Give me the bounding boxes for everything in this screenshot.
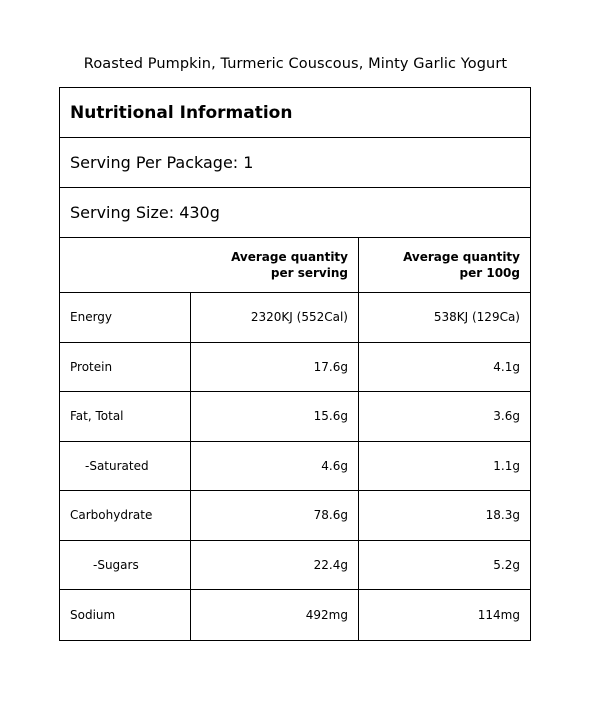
header-per-serving-line1: Average quantity — [231, 250, 348, 264]
header-per-100g-line1: Average quantity — [403, 250, 520, 264]
per-serving-value: 2320KJ (552Cal) — [191, 293, 359, 342]
nutrient-name: -Sugars — [60, 541, 191, 590]
per-serving-value: 492mg — [191, 590, 359, 640]
per-100g-value: 538KJ (129Ca) — [433, 310, 520, 325]
panel-heading: Nutritional Information — [60, 88, 530, 138]
nutrient-name: Sodium — [60, 590, 191, 640]
table-row — [60, 590, 530, 640]
table-row — [60, 491, 530, 541]
header-per-serving-line2: per serving — [270, 266, 348, 280]
serving-per-package: Serving Per Package: 1 — [60, 138, 530, 188]
column-header-row — [60, 238, 530, 293]
serving-size: Serving Size: 430g — [60, 188, 530, 238]
per-serving-value: 17.6g — [191, 343, 359, 392]
dish-title: Roasted Pumpkin, Turmeric Couscous, Minty Garlic Yogurt — [83, 56, 508, 72]
per-100g-value: 4.1g — [493, 359, 520, 374]
nutrient-name: Fat, Total — [60, 392, 191, 441]
header-per-100g-line2: per 100g — [459, 266, 520, 280]
nutrient-name: Energy — [60, 293, 191, 342]
header-blank-cell — [60, 238, 191, 292]
per-100g-value: 3.6g — [493, 409, 520, 424]
per-serving-value: 78.6g — [191, 491, 359, 540]
per-serving-value: 15.6g — [191, 392, 359, 441]
per-100g-value: 1.1g — [493, 458, 520, 473]
nutrition-panel — [59, 87, 531, 641]
per-100g-value: 114mg — [477, 607, 520, 622]
header-per-100g — [359, 238, 530, 292]
per-100g-value: 5.2g — [493, 557, 520, 572]
table-row — [60, 541, 530, 591]
nutrient-name: Carbohydrate — [60, 491, 191, 540]
per-100g-value: 18.3g — [485, 508, 520, 523]
header-per-serving — [191, 238, 359, 292]
table-row — [60, 293, 530, 343]
per-serving-value: 4.6g — [191, 442, 359, 491]
nutrient-name: -Saturated — [60, 442, 191, 491]
per-serving-value: 22.4g — [191, 541, 359, 590]
table-row — [60, 343, 530, 393]
table-row — [60, 392, 530, 442]
table-row — [60, 442, 530, 492]
nutrient-name: Protein — [60, 343, 191, 392]
